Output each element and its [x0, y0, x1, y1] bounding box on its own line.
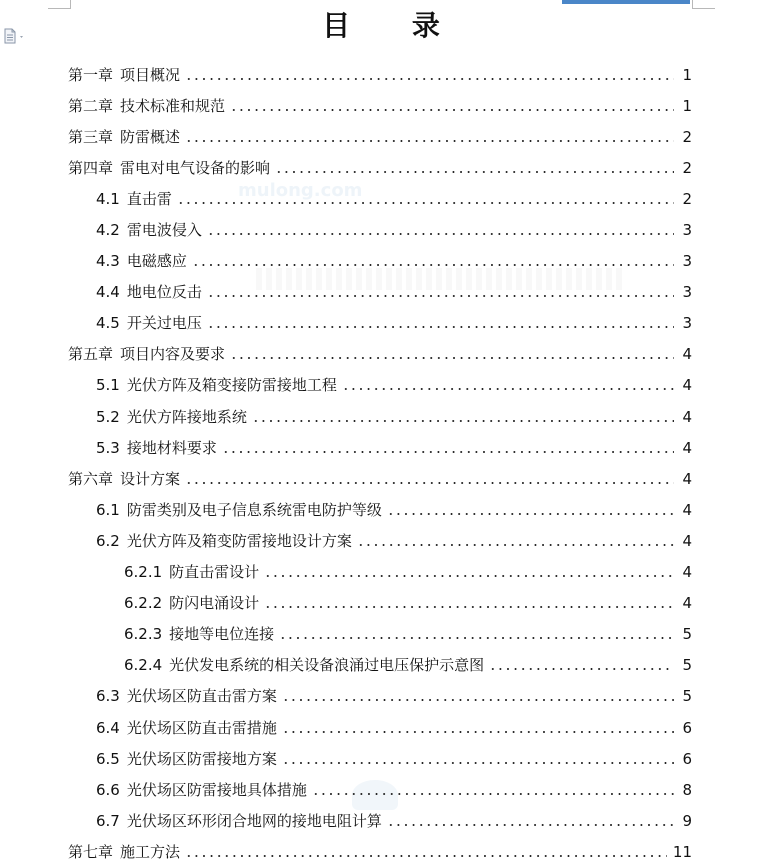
toc-page-number: 9	[682, 811, 692, 830]
toc-entry-title: 防雷概述	[120, 127, 181, 146]
toc-entry[interactable]	[0, 774, 762, 805]
toc-entry[interactable]	[0, 494, 762, 525]
toc-entry-number: 4.2	[96, 221, 120, 240]
toc-dot-leader	[230, 357, 674, 359]
toc-dot-leader	[264, 575, 674, 577]
toc-entry[interactable]	[0, 370, 762, 401]
toc-entry-title: 接地等电位连接	[169, 625, 275, 644]
toc-entry-line	[124, 656, 692, 674]
toc-page-number: 5	[682, 687, 692, 706]
toc-page-number: 6	[682, 749, 692, 768]
toc-dot-leader	[192, 264, 674, 266]
toc-entry-title: 雷电波侵入	[126, 221, 202, 240]
toc-entry-line	[68, 128, 692, 146]
toc-entry-number: 4.5	[96, 314, 120, 333]
toc-entry-number: 第七章	[68, 842, 114, 861]
toc-entry-number: 4.1	[96, 189, 120, 208]
toc-entry[interactable]	[0, 557, 762, 588]
page-title: 目 录	[322, 9, 466, 42]
toc-entry-line	[96, 376, 692, 394]
toc-entry-line	[96, 190, 692, 208]
toc-dot-leader	[282, 731, 674, 733]
toc-entry[interactable]	[0, 619, 762, 650]
toc-entry[interactable]	[0, 650, 762, 681]
toc-entry[interactable]	[0, 432, 762, 463]
toc-page-number: 2	[682, 158, 692, 177]
toc-entry-line	[96, 781, 692, 799]
toc-entry-number: 6.1	[96, 500, 120, 519]
toc-page-number: 3	[682, 283, 692, 302]
toc-dot-leader	[489, 668, 674, 670]
toc-entry-number: 6.2	[96, 531, 120, 550]
toc-entry-number: 5.2	[96, 407, 120, 426]
toc-entry-title: 光伏场区防雷接地方案	[126, 749, 277, 768]
toc-dot-leader	[207, 295, 674, 297]
toc-page-number: 8	[682, 780, 692, 799]
toc-entry-title: 光伏场区防直击雷方案	[126, 687, 277, 706]
toc-entry[interactable]	[0, 308, 762, 339]
toc-entry[interactable]	[0, 743, 762, 774]
toc-entry-number: 第五章	[68, 345, 114, 364]
toc-entry-title: 雷电对电气设备的影响	[120, 158, 271, 177]
toc-entry[interactable]	[0, 588, 762, 619]
toc-entry-number: 4.3	[96, 252, 120, 271]
toc-dot-leader	[185, 855, 667, 857]
toc-page-number: 5	[682, 625, 692, 644]
toc-entry-title: 光伏场区环形闭合地网的接地电阻计算	[126, 811, 382, 830]
toc-entry[interactable]	[0, 836, 762, 867]
toc-entry-title: 光伏方阵接地系统	[126, 407, 247, 426]
toc-entry-number: 6.7	[96, 811, 120, 830]
toc-dot-leader	[387, 513, 674, 515]
toc-entry-number: 6.3	[96, 687, 120, 706]
toc-entry-title: 光伏方阵及箱变防雷接地设计方案	[126, 531, 352, 550]
toc-dot-leader	[275, 171, 674, 173]
toc-entry[interactable]	[0, 246, 762, 277]
toc-entry-number: 第四章	[68, 158, 114, 177]
toc-entry-title: 光伏场区防雷接地具体措施	[126, 780, 307, 799]
toc-page-number: 4	[682, 594, 692, 613]
toc-entry-number: 6.2.3	[124, 625, 163, 644]
toc-entry-title: 项目概况	[120, 65, 181, 84]
toc-entry-title: 技术标准和规范	[120, 96, 226, 115]
toc-dot-leader	[279, 637, 674, 639]
toc-page-number: 4	[682, 438, 692, 457]
toc-entry-line	[96, 439, 692, 457]
toc-page-number: 1	[682, 65, 692, 84]
toc-entry-title: 直击雷	[126, 189, 172, 208]
toc-entry-line	[96, 283, 692, 301]
toc-entry-title: 施工方法	[120, 842, 181, 861]
toc-dot-leader	[357, 544, 674, 546]
toc-dot-leader	[312, 793, 674, 795]
toc-page-number: 4	[682, 376, 692, 395]
toc-dot-leader	[185, 482, 674, 484]
toc-entry-line	[68, 470, 692, 488]
toc-entry-title: 防直击雷设计	[169, 563, 260, 582]
toc-entry-line	[68, 345, 692, 363]
toc-entry[interactable]	[0, 712, 762, 743]
toc-dot-leader	[207, 233, 674, 235]
toc-entry[interactable]	[0, 463, 762, 494]
toc-entry-title: 防雷类别及电子信息系统雷电防护等级	[126, 500, 382, 519]
toc-page-number: 4	[682, 469, 692, 488]
toc-page-number: 11	[672, 842, 692, 861]
toc-entry-line	[96, 252, 692, 270]
toc-page-number: 3	[682, 314, 692, 333]
toc-entry-line	[68, 97, 692, 115]
toc-entry-line	[124, 625, 692, 643]
toc-entry-number: 5.1	[96, 376, 120, 395]
toc-entry[interactable]	[0, 277, 762, 308]
selection-highlight	[562, 0, 690, 4]
toc-dot-leader	[252, 420, 674, 422]
toc-entry-number: 第三章	[68, 127, 114, 146]
toc-entry-line	[96, 501, 692, 519]
toc-entry-title: 光伏方阵及箱变接防雷接地工程	[126, 376, 337, 395]
table-of-contents	[0, 59, 762, 867]
toc-entry-number: 第六章	[68, 469, 114, 488]
toc-entry-title: 电磁感应	[126, 252, 187, 271]
toc-entry-title: 开关过电压	[126, 314, 202, 333]
toc-page-number: 4	[682, 407, 692, 426]
toc-dot-leader	[177, 202, 674, 204]
toc-entry-title: 光伏发电系统的相关设备浪涌过电压保护示意图	[169, 656, 485, 675]
toc-entry-line	[96, 314, 692, 332]
toc-page-number: 3	[682, 221, 692, 240]
toc-entry-number: 6.2.2	[124, 594, 163, 613]
watermark-text: mulong.com	[238, 180, 363, 201]
toc-page-number: 4	[682, 500, 692, 519]
toc-dot-leader	[387, 824, 674, 826]
toc-entry-line	[124, 563, 692, 581]
toc-dot-leader	[282, 699, 674, 701]
toc-entry-line	[96, 687, 692, 705]
toc-entry-line	[96, 812, 692, 830]
toc-entry-title: 接地材料要求	[126, 438, 217, 457]
toc-entry-title: 防闪电涌设计	[169, 594, 260, 613]
toc-entry-title: 光伏场区防直击雷措施	[126, 718, 277, 737]
toc-page-number: 2	[682, 189, 692, 208]
toc-entry-line	[68, 159, 692, 177]
toc-entry[interactable]	[0, 59, 762, 90]
toc-page-number: 4	[682, 531, 692, 550]
toc-entry-title: 设计方案	[120, 469, 181, 488]
toc-entry[interactable]	[0, 121, 762, 152]
toc-dot-leader	[185, 78, 674, 80]
toc-page-number: 6	[682, 718, 692, 737]
toc-page-number: 4	[682, 563, 692, 582]
toc-dot-leader	[222, 451, 674, 453]
toc-entry-line	[96, 221, 692, 239]
toc-entry[interactable]	[0, 525, 762, 556]
toc-entry[interactable]	[0, 339, 762, 370]
toc-entry-number: 4.4	[96, 283, 120, 302]
toc-entry-line	[96, 719, 692, 737]
toc-entry-number: 5.3	[96, 438, 120, 457]
toc-entry[interactable]	[0, 401, 762, 432]
toc-entry-line	[124, 594, 692, 612]
toc-entry[interactable]	[0, 805, 762, 836]
toc-page-number: 1	[682, 96, 692, 115]
toc-page-number: 5	[682, 656, 692, 675]
toc-entry-line	[96, 750, 692, 768]
toc-entry[interactable]	[0, 90, 762, 121]
toc-entry-line	[96, 408, 692, 426]
toc-dot-leader	[185, 140, 674, 142]
toc-entry-number: 6.2.4	[124, 656, 163, 675]
toc-entry-number: 第一章	[68, 65, 114, 84]
toc-entry-number: 6.4	[96, 718, 120, 737]
toc-dot-leader	[282, 762, 674, 764]
toc-dot-leader	[342, 388, 674, 390]
toc-entry[interactable]	[0, 183, 762, 214]
toc-dot-leader	[230, 109, 674, 111]
toc-entry-title: 项目内容及要求	[120, 345, 226, 364]
toc-entry-title: 地电位反击	[126, 283, 202, 302]
toc-entry-line	[68, 66, 692, 84]
toc-entry-number: 6.6	[96, 780, 120, 799]
toc-page-number: 3	[682, 252, 692, 271]
toc-entry-number: 第二章	[68, 96, 114, 115]
toc-entry[interactable]	[0, 214, 762, 245]
toc-dot-leader	[264, 606, 674, 608]
toc-entry-line	[96, 532, 692, 550]
toc-entry-number: 6.5	[96, 749, 120, 768]
toc-entry-number: 6.2.1	[124, 563, 163, 582]
toc-entry-line	[68, 843, 692, 861]
toc-page-number: 4	[682, 345, 692, 364]
toc-entry[interactable]	[0, 681, 762, 712]
toc-entry[interactable]	[0, 152, 762, 183]
toc-dot-leader	[207, 326, 674, 328]
toc-page-number: 2	[682, 127, 692, 146]
